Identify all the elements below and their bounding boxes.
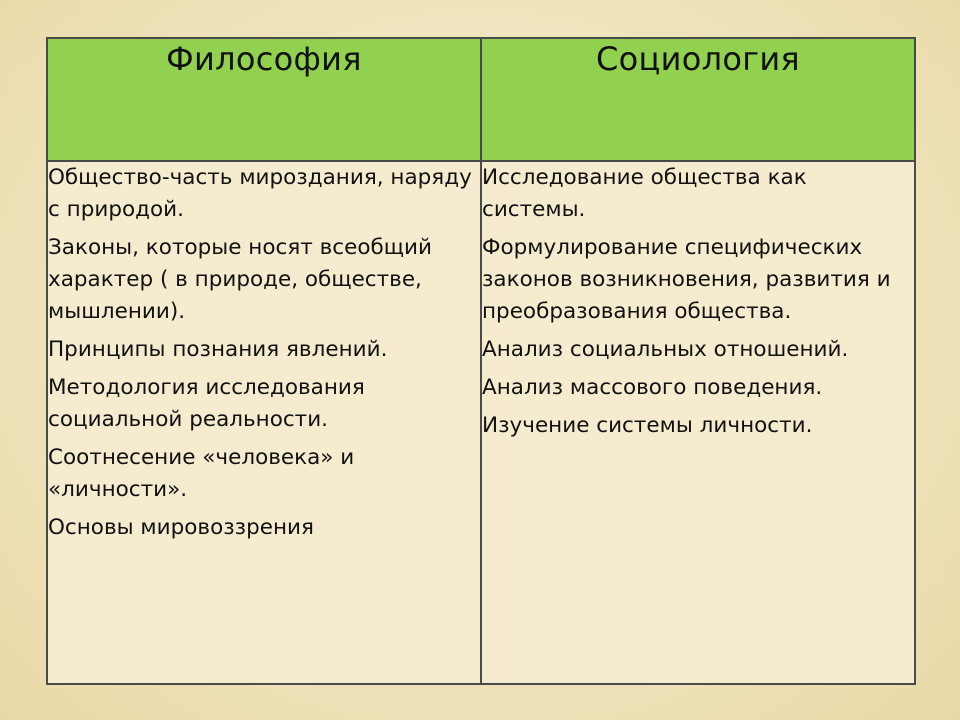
list-item: Общество-часть мироздания, наряду с природой. — [48, 165, 472, 222]
sociology-list — [482, 162, 914, 442]
list-item: Соотнесение «человека» и «личности». — [48, 445, 355, 502]
list-item: Методология исследования социальной реальности. — [48, 375, 365, 432]
list-item: Исследование общества как системы. — [482, 165, 807, 222]
header-sociology: Социология — [481, 38, 915, 161]
list-item: Принципы познания явлений. — [48, 337, 388, 362]
header-philosophy: Философия — [47, 38, 481, 161]
list-item: Основы мировоззрения — [48, 515, 314, 540]
comparison-table — [46, 37, 916, 685]
list-item: Изучение системы личности. — [482, 413, 813, 438]
list-item: Законы, которые носят всеобщий характер ( в природе, обществе, мышлении). — [48, 235, 432, 324]
philosophy-list — [48, 162, 480, 544]
sociology-cell — [481, 161, 915, 684]
table-body-row — [47, 161, 915, 684]
philosophy-cell — [47, 161, 481, 684]
list-item: Формулирование специфических законов возникновения, развития и преобразования общества. — [482, 235, 891, 324]
list-item: Анализ социальных отношений. — [482, 337, 849, 362]
list-item: Анализ массового поведения. — [482, 375, 823, 400]
table-header-row — [47, 38, 915, 161]
